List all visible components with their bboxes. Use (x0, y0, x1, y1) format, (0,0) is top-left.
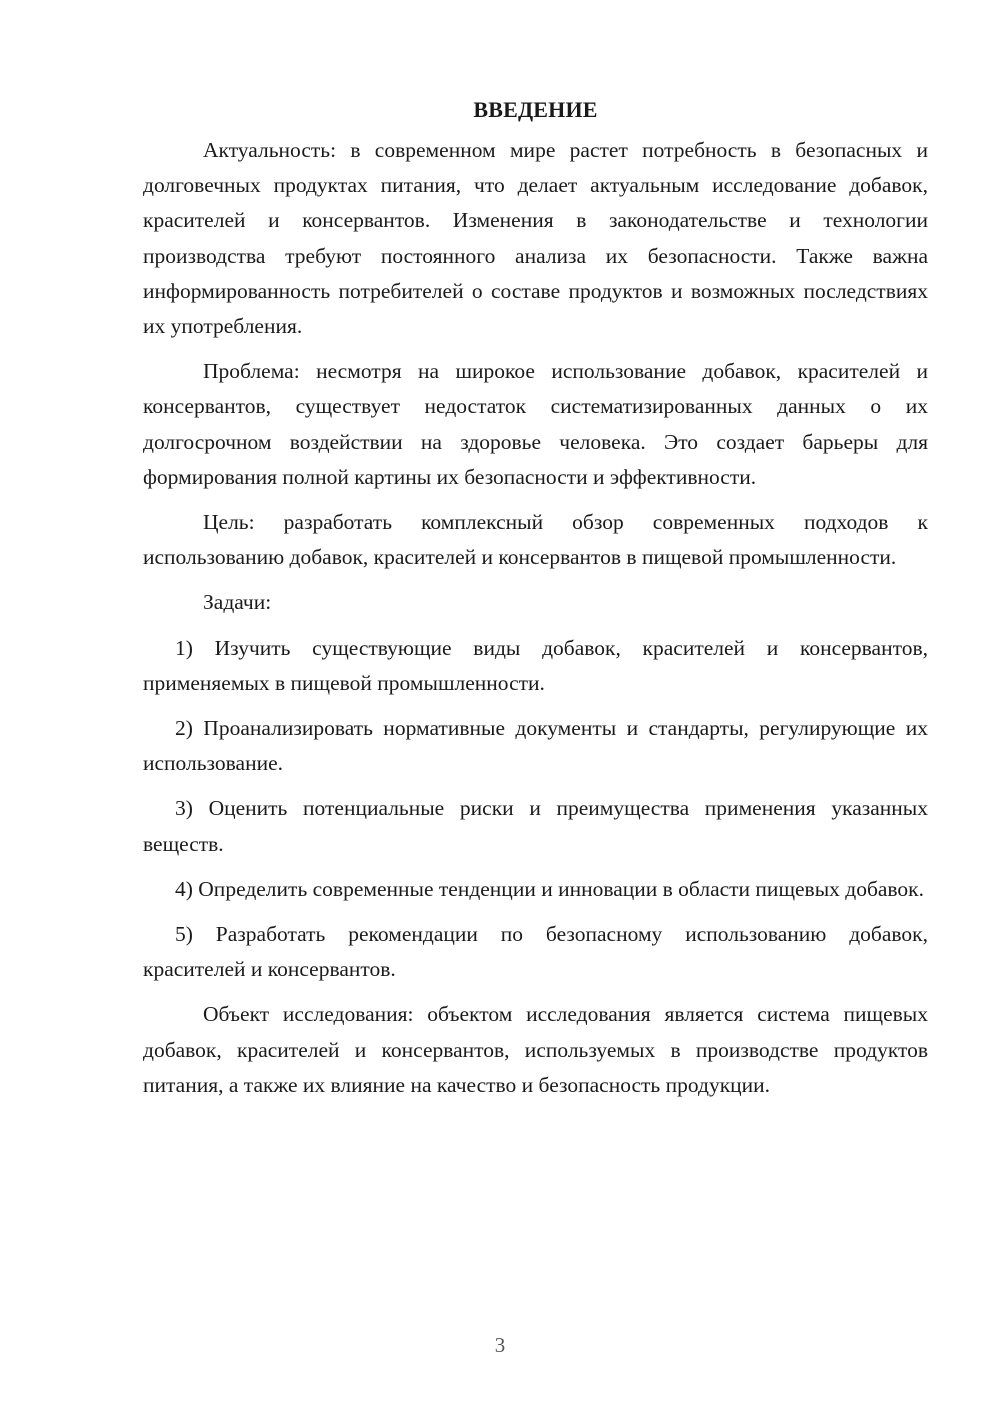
page-number: 3 (494, 1333, 506, 1357)
paragraph-object: Объект исследования: объектом исследования является система пищевых добавок, красителей и консервантов, используемых в производстве продуктов питания, а также их влияние на качество и безопасность продукции. (143, 1002, 928, 1097)
task-item-5: 5) Разработать рекомендации по безопасному использованию добавок, красителей и консервантов. (143, 922, 928, 982)
paragraph-goal: Цель: разработать комплексный обзор современных подходов к использованию добавок, красителей и консервантов в пищевой промышленности. (143, 510, 928, 570)
paragraph-problem: Проблема: несмотря на широкое использование добавок, красителей и консервантов, существует недостаток систематизированных данных о их долгосрочном воздействии на здоровье человека. Это создает барьеры для формирования полной картины их безопасности и эффективности. (143, 359, 928, 489)
tasks-label: Задачи: (203, 590, 272, 615)
paragraph-relevance: Актуальность: в современном мире растет потребность в безопасных и долговечных продуктах питания, что делает актуальным исследование добавок, красителей и консервантов. Изменения в законодательстве и технологии производства требуют постоянного анализа их безопасности. Также важна информированность потребителей о составе продуктов и возможных последствиях их употребления. (143, 138, 928, 339)
task-item-1: 1) Изучить существующие виды добавок, красителей и консервантов, применяемых в пищевой промышленности. (143, 635, 928, 695)
document-page (143, 94, 928, 1113)
task-item-4: 4) Определить современные тенденции и инновации в области пищевых добавок. (175, 876, 925, 901)
task-item-2: 2) Проанализировать нормативные документы и стандарты, регулирующие их использование. (143, 716, 928, 776)
task-item-3: 3) Оценить потенциальные риски и преимущества применения указанных веществ. (143, 796, 928, 856)
section-heading: ВВЕДЕНИЕ (473, 97, 598, 122)
